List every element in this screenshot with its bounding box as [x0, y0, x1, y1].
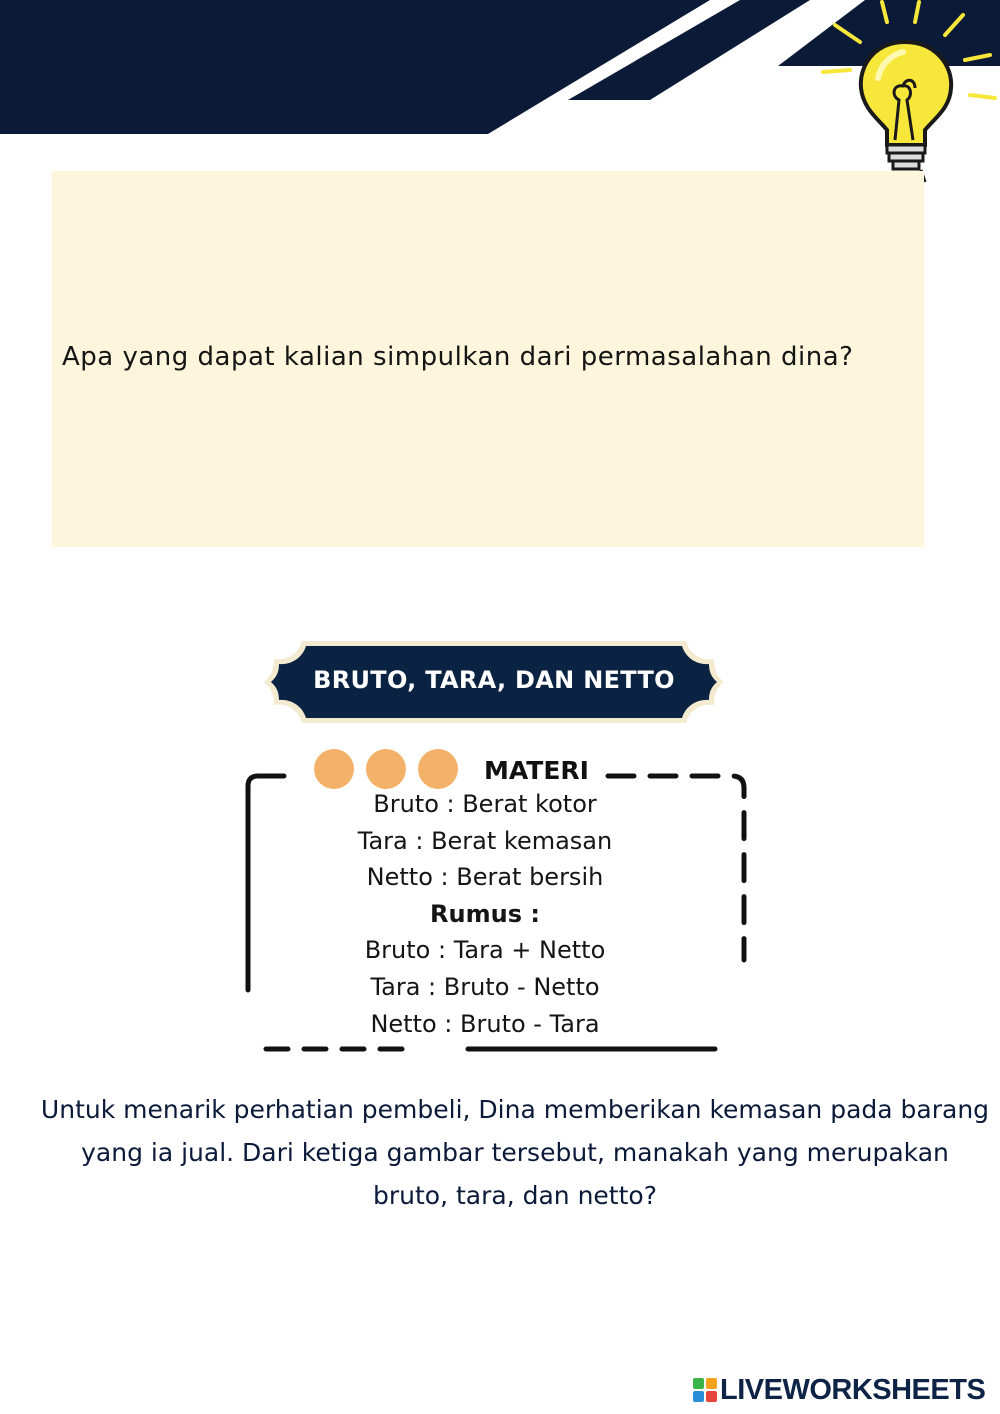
question-text: Apa yang dapat kalian simpulkan dari permasalahan dina?	[62, 342, 854, 372]
formula-netto: Netto : Bruto - Tara	[370, 1009, 600, 1038]
rumus-label: Rumus :	[430, 899, 540, 928]
orange-dot-3	[418, 749, 458, 789]
materi-content	[260, 786, 710, 1042]
definition-bruto: Bruto : Berat kotor	[373, 790, 597, 818]
definition-tara: Tara : Berat kemasan	[357, 826, 613, 855]
banner-title: BRUTO, TARA, DAN NETTO	[313, 666, 675, 694]
question-box	[52, 171, 924, 547]
materi-title: MATERI	[484, 754, 604, 788]
liveworksheets-logo	[693, 1372, 993, 1408]
definition-netto: Netto : Berat bersih	[366, 863, 604, 892]
instruction-paragraph: Untuk menarik perhatian pembeli, Dina memberikan kemasan pada barang yang ia jual. Dari ketiga gambar tersebut, manakah yang merupakan bruto, tara, dan netto?	[40, 1095, 990, 1210]
orange-dot-2	[366, 749, 406, 789]
liveworksheets-logo-icon	[693, 1378, 717, 1402]
lightbulb-icon	[815, 0, 1000, 185]
orange-dot-1	[314, 749, 354, 789]
formula-bruto: Bruto : Tara + Netto	[364, 936, 606, 965]
formula-tara: Tara : Bruto - Netto	[370, 972, 600, 1001]
logo-text: LIVEWORKSHEETS	[720, 1373, 986, 1406]
